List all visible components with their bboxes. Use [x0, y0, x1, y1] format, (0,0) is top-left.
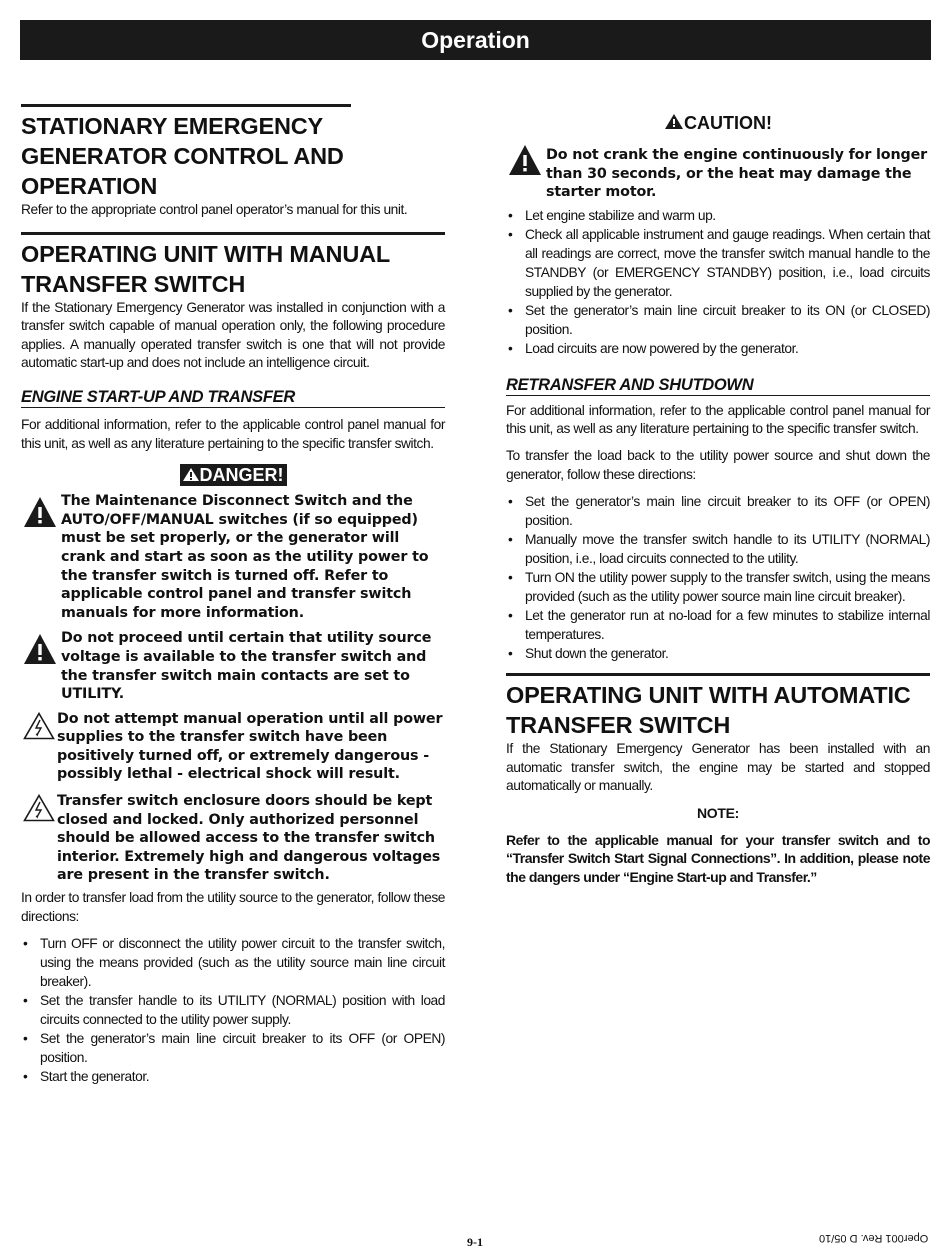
- paragraph-startup-info: For additional information, refer to the applicable control panel manual for this unit, as well as any literature pertaining to the specific transfer switch.: [21, 416, 445, 451]
- document-code: Oper001 Rev. D 05/10: [818, 1232, 928, 1244]
- retransfer-steps-list: [506, 492, 930, 663]
- note-text: Refer to the applicable manual for your transfer switch and to “Transfer Switch Start Signal Connections”. In addition, please note the dangers under “Engine Start-up and Transfer.”: [506, 831, 930, 885]
- list-item: • Turn ON the utility power supply to the transfer switch, using the means provided (such as the utility power source main line circuit breaker).: [506, 568, 930, 606]
- page-number: 9-1: [467, 1235, 483, 1249]
- warning-exclamation-icon: [508, 144, 542, 176]
- list-item: • Set the generator’s main line circuit breaker to its OFF (or OPEN) position.: [21, 1029, 445, 1067]
- list-item: • Let the generator run at no-load for a few minutes to stabilize internal temperatures.: [506, 606, 930, 644]
- paragraph-manual-transfer: If the Stationary Emergency Generator was installed in conjunction with a transfer switch capable of manual operation only, the following procedure applies. A manually operated transfer switch is one that will not provide automatic start-up and does not include an intelligence circuit.: [21, 299, 445, 371]
- list-item: • Set the generator’s main line circuit breaker to its ON (or CLOSED) position.: [506, 301, 930, 339]
- section-header-bar: [20, 20, 931, 60]
- danger-label: DANGER!: [199, 465, 284, 486]
- paragraph-automatic-transfer: If the Stationary Emergency Generator has been installed with an automatic transfer switch, the engine may be started and stopped automatically or manually.: [506, 741, 930, 794]
- transfer-steps-list: [21, 934, 445, 1086]
- paragraph-retransfer-intro: To transfer the load back to the utility power source and shut down the generator, follow these directions:: [506, 447, 930, 482]
- warning-text: The Maintenance Disconnect Switch and the AUTO/OFF/MANUAL switches (if so equipped) must be set properly, or the generator will crank and start as soon as the utility power to the transfer switch is turned off. Refer to applicable control panel and transfer switch manuals for more information.: [61, 493, 429, 621]
- list-item: • Shut down the generator.: [506, 644, 930, 663]
- left-column: [21, 104, 445, 1086]
- list-item: • Let engine stabilize and warm up.: [506, 206, 930, 225]
- note-label: NOTE:: [696, 804, 740, 821]
- heading-automatic-transfer: OPERATING UNIT WITH AUTOMATIC TRANSFER SWITCH: [506, 673, 930, 740]
- list-item: • Set the transfer handle to its UTILITY (NORMAL) position with load circuits connected to the utility power supply.: [21, 991, 445, 1029]
- section-title: Operation: [421, 27, 530, 53]
- heading-control-and-operation: STATIONARY EMERGENCY GENERATOR CONTROL AND OPERATION: [21, 104, 351, 201]
- list-item: • Turn OFF or disconnect the utility power circuit to the transfer switch, using the means provided (such as the utility source main line circuit breaker).: [21, 934, 445, 991]
- list-item: • Load circuits are now powered by the generator.: [506, 339, 930, 358]
- electric-shock-icon: [23, 712, 55, 740]
- danger-badge-row: [21, 464, 445, 486]
- warning-text: Do not proceed until certain that utility source voltage is available to the transfer switch and the transfer switch main contacts are set to UTILITY.: [61, 630, 432, 703]
- caution-text: Do not crank the engine continuously for longer than 30 seconds, or the heat may damage the starter motor.: [546, 147, 928, 201]
- warning-exclamation-icon: [23, 496, 57, 528]
- heading-manual-transfer: OPERATING UNIT WITH MANUAL TRANSFER SWITCH: [21, 232, 445, 299]
- caution-badge: [664, 113, 772, 133]
- electric-shock-icon: [23, 794, 55, 822]
- caution-label: CAUTION!: [684, 113, 772, 133]
- paragraph-control-panel: Refer to the appropriate control panel operator’s manual for this unit.: [21, 202, 408, 217]
- warning-text: Do not attempt manual operation until all power supplies to the transfer switch have been positively turned off, or extremely dangerous - possibly lethal - electrical shock will result.: [57, 710, 443, 783]
- standby-steps-list: [506, 206, 930, 358]
- list-item: • Set the generator’s main line circuit breaker to its OFF (or OPEN) position.: [506, 492, 930, 530]
- right-column: [506, 112, 930, 886]
- danger-badge: [180, 464, 287, 486]
- warning-item: [21, 710, 445, 784]
- subheading-retransfer: RETRANSFER AND SHUTDOWN: [506, 375, 930, 396]
- warning-triangle-icon: [664, 113, 684, 130]
- paragraph-transfer-intro: In order to transfer load from the utility source to the generator, follow these directions:: [21, 890, 445, 924]
- caution-item: [506, 146, 930, 202]
- warning-exclamation-icon: [23, 633, 57, 665]
- paragraph-retransfer-info: For additional information, refer to the applicable control panel manual for this unit, as well as any literature pertaining to the specific transfer switch.: [506, 402, 930, 437]
- list-item: • Start the generator.: [21, 1067, 445, 1086]
- list-item: • Check all applicable instrument and gauge readings. When certain that all readings are correct, move the transfer switch manual handle to the STANDBY (or EMERGENCY STANDBY) position, i.e., load circuits supplied by the generator.: [506, 225, 930, 301]
- subheading-engine-startup: ENGINE START-UP AND TRANSFER: [21, 387, 445, 408]
- list-item: • Manually move the transfer switch handle to its UTILITY (NORMAL) position, i.e., load circuits connected to the utility.: [506, 530, 930, 568]
- warning-item: [21, 629, 445, 703]
- caution-badge-row: [506, 112, 930, 134]
- warning-text: Transfer switch enclosure doors should be kept closed and locked. Only authorized personnel should be allowed access to the transfer switch interior. Extremely high and dangerous voltages are present in the transfer switch.: [57, 793, 441, 884]
- warning-triangle-icon: [182, 467, 200, 482]
- warning-item: [21, 792, 445, 885]
- warning-item: [21, 492, 445, 622]
